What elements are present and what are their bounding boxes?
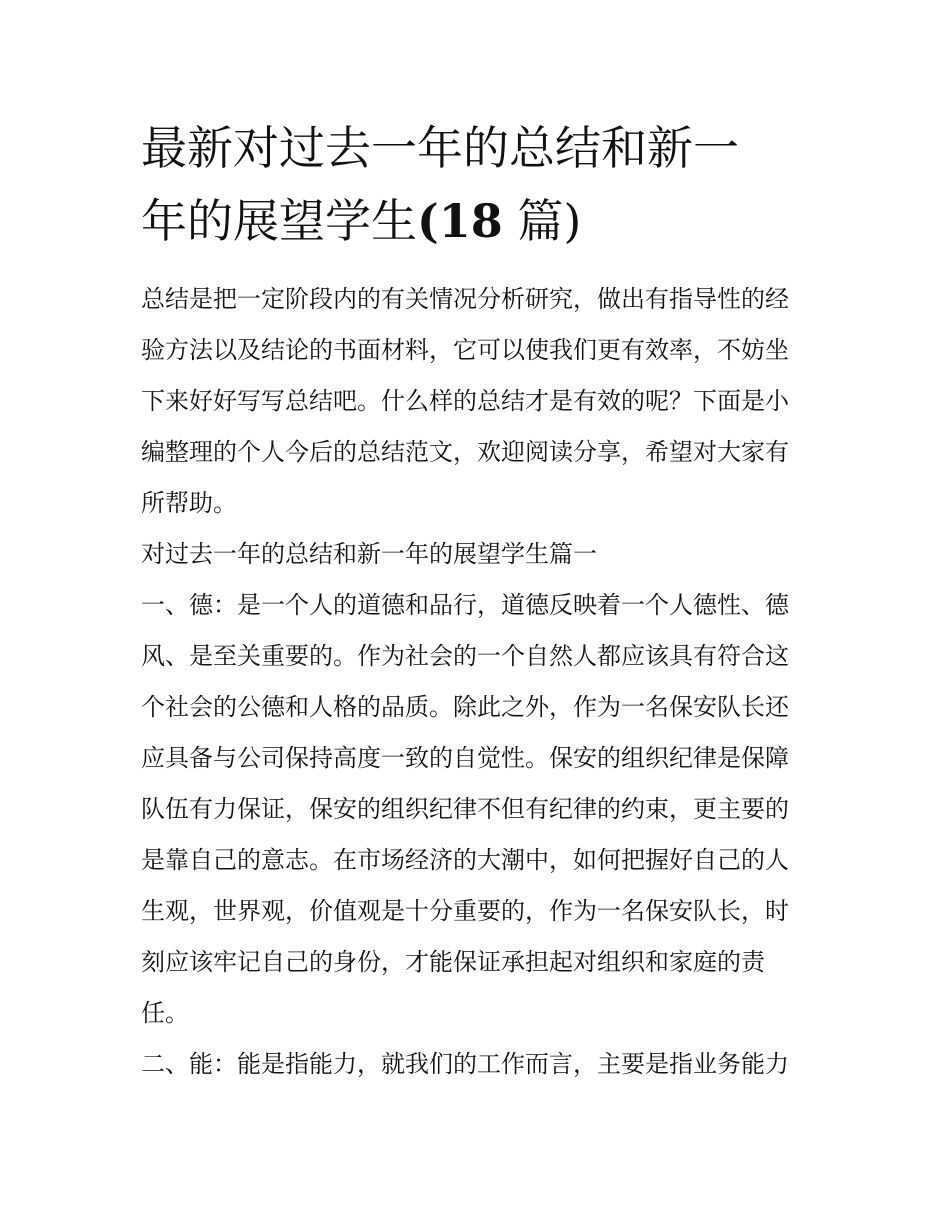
intro-line: 总结是把一定阶段内的有关情况分析研究，做出有指导性的经 xyxy=(141,285,789,313)
section-heading: 对过去一年的总结和新一年的展望学生篇一 xyxy=(141,540,597,568)
intro-paragraph xyxy=(141,274,813,529)
body-paragraph-2 xyxy=(141,1039,813,1090)
body-line: 二、能：能是指能力，就我们的工作而言，主要是指业务能力 xyxy=(141,1050,789,1078)
body-line: 风、是至关重要的。作为社会的一个自然人都应该具有符合这 xyxy=(141,642,789,670)
body-line: 个社会的公德和人格的品质。除此之外，作为一名保安队长还 xyxy=(141,693,789,721)
body-line: 刻应该牢记自己的身份，才能保证承担起对组织和家庭的责 xyxy=(141,948,765,976)
document-page xyxy=(141,112,813,1090)
title-suffix: 篇) xyxy=(502,194,582,248)
body-line: 应具备与公司保持高度一致的自觉性。保安的组织纪律是保障 xyxy=(141,744,789,772)
body-paragraph-1 xyxy=(141,580,813,1039)
title-line-2: 年的展望学生 xyxy=(141,194,417,248)
body-line: 队伍有力保证，保安的组织纪律不但有纪律的约束，更主要的 xyxy=(141,795,789,823)
intro-line: 下来好好写写总结吧。什么样的总结才是有效的呢？下面是小 xyxy=(141,387,789,415)
title-count: (18 xyxy=(417,194,503,248)
body-line: 任。 xyxy=(141,999,189,1027)
title-line-1: 最新对过去一年的总结和新一 xyxy=(141,121,739,175)
body-line: 生观，世界观，价值观是十分重要的，作为一名保安队长，时 xyxy=(141,897,789,925)
body-line: 是靠自己的意志。在市场经济的大潮中，如何把握好自己的人 xyxy=(141,846,789,874)
intro-line: 编整理的个人今后的总结范文，欢迎阅读分享，希望对大家有 xyxy=(141,438,789,466)
document-title xyxy=(141,112,813,258)
intro-line: 所帮助。 xyxy=(141,489,237,517)
intro-line: 验方法以及结论的书面材料，它可以使我们更有效率，不妨坐 xyxy=(141,336,789,364)
body-line: 一、德：是一个人的道德和品行，道德反映着一个人德性、德 xyxy=(141,591,789,619)
